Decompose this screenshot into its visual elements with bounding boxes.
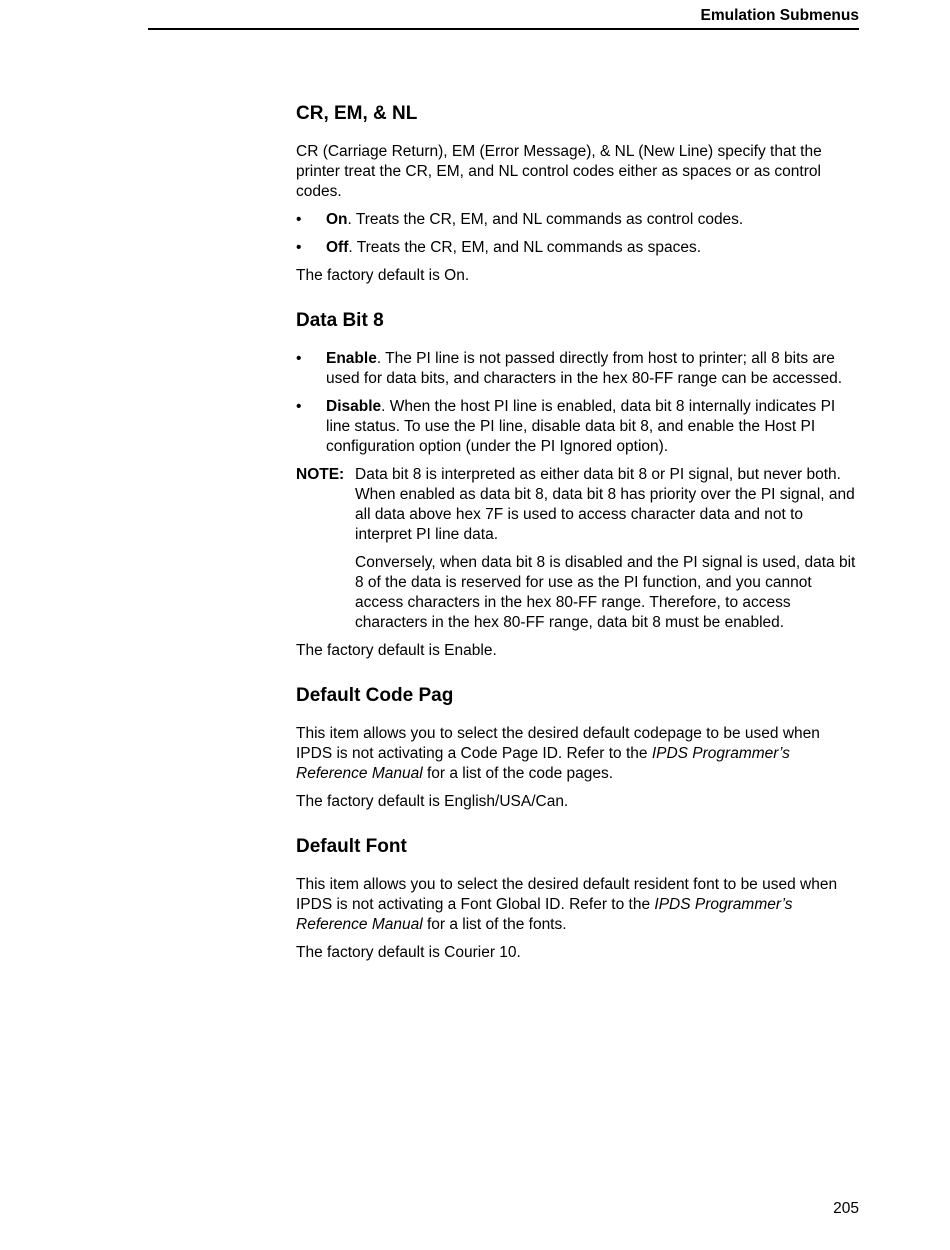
body-text: This item allows you to select the desired default resident font to be used when IPDS is not activating a Font Global ID. Refer to the bbox=[296, 876, 838, 913]
option-item-on bbox=[296, 210, 859, 230]
factory-default-text: The factory default is On. bbox=[296, 267, 470, 284]
factory-default-text: The factory default is English/USA/Can. bbox=[296, 793, 569, 810]
option-description: . The PI line is not passed directly from host to printer; all 8 bits are used for data bits, and characters in the hex 80-FF range can be accessed. bbox=[326, 350, 843, 387]
option-item-enable bbox=[296, 349, 859, 389]
page-content bbox=[296, 102, 859, 986]
section-heading-cr-em-nl: CR, EM, & NL bbox=[296, 103, 418, 124]
factory-default-text: The factory default is Courier 10. bbox=[296, 944, 521, 961]
section-default-font bbox=[296, 835, 859, 963]
note-block bbox=[296, 465, 859, 633]
section-intro-cr-em-nl: CR (Carriage Return), EM (Error Message), & NL (New Line) specify that the printer treat the CR, EM, and NL control codes either as spaces or as control codes. bbox=[296, 143, 822, 200]
bullet-icon: • bbox=[296, 398, 302, 415]
factory-default-text: The factory default is Enable. bbox=[296, 642, 497, 659]
note-label: NOTE: bbox=[296, 466, 345, 483]
section-body-default-font bbox=[296, 875, 859, 935]
section-default-code-pag bbox=[296, 684, 859, 812]
section-heading-default-font: Default Font bbox=[296, 836, 407, 857]
section-heading-default-code-pag: Default Code Pag bbox=[296, 685, 454, 706]
section-cr-em-nl bbox=[296, 102, 859, 286]
option-item-off bbox=[296, 238, 859, 258]
option-list-cr-em-nl bbox=[296, 210, 859, 258]
section-data-bit-8 bbox=[296, 309, 859, 661]
option-term: On bbox=[326, 211, 348, 228]
section-body-default-code-pag bbox=[296, 724, 859, 784]
option-term: Off bbox=[326, 239, 349, 256]
note-paragraph: Conversely, when data bit 8 is disabled and the PI signal is used, data bit 8 of the data is reserved for use as the PI function, and you cannot access characters in the hex 80-FF range. Therefore, to access characters in the hex 80-FF range, data bit 8 must be enabled. bbox=[355, 554, 856, 631]
note-paragraph: Data bit 8 is interpreted as either data bit 8 or PI signal, but never both. When enabled as data bit 8, data bit 8 has priority over the PI signal, and all data above hex 7F is used to access character data and not to interpret PI line data. bbox=[355, 466, 855, 543]
manual-reference: IPDS Programmer’s Reference Manual bbox=[296, 896, 793, 933]
section-heading-data-bit-8: Data Bit 8 bbox=[296, 310, 384, 331]
option-description: . Treats the CR, EM, and NL commands as spaces. bbox=[348, 239, 702, 256]
option-item-disable bbox=[296, 397, 859, 457]
body-text: for a list of the fonts. bbox=[422, 916, 567, 933]
bullet-icon: • bbox=[296, 239, 302, 256]
bullet-icon: • bbox=[296, 211, 302, 228]
header-rule bbox=[148, 28, 859, 30]
body-text: for a list of the code pages. bbox=[422, 765, 614, 782]
manual-reference: IPDS Programmer’s Reference Manual bbox=[296, 745, 790, 782]
option-term: Disable bbox=[326, 398, 382, 415]
option-term: Enable bbox=[326, 350, 377, 367]
option-list-data-bit-8 bbox=[296, 349, 859, 457]
bullet-icon: • bbox=[296, 350, 302, 367]
page-number: 205 bbox=[833, 1200, 859, 1217]
option-description: . When the host PI line is enabled, data bit 8 internally indicates PI line status. To use the PI line, disable data bit 8, and enable the Host PI configuration option (under the PI Ignored option). bbox=[326, 398, 836, 455]
running-header-title: Emulation Submenus bbox=[700, 7, 859, 24]
option-description: . Treats the CR, EM, and NL commands as control codes. bbox=[347, 211, 744, 228]
body-text: This item allows you to select the desired default codepage to be used when IPDS is not activating a Code Page ID. Refer to the bbox=[296, 725, 820, 762]
